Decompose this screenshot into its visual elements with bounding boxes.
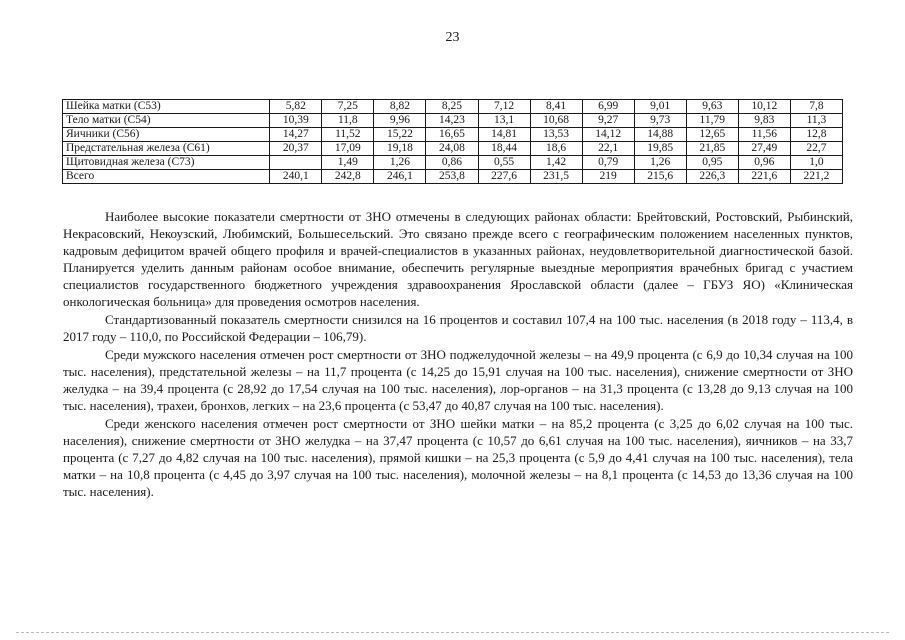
table-cell: 27,49 bbox=[738, 142, 790, 156]
table-cell: 14,27 bbox=[270, 128, 322, 142]
mortality-table bbox=[62, 99, 843, 184]
table-cell: 8,41 bbox=[530, 100, 582, 114]
table-cell: 1,42 bbox=[530, 156, 582, 170]
table-cell: 13,1 bbox=[478, 114, 530, 128]
row-label: Всего bbox=[63, 170, 270, 184]
table-row bbox=[63, 128, 843, 142]
table-cell: 1,49 bbox=[322, 156, 374, 170]
table-cell: 11,52 bbox=[322, 128, 374, 142]
table-cell: 22,1 bbox=[582, 142, 634, 156]
table-cell: 5,82 bbox=[270, 100, 322, 114]
table-cell: 10,12 bbox=[738, 100, 790, 114]
row-label: Шейка матки (С53) bbox=[63, 100, 270, 114]
table-cell: 1,26 bbox=[634, 156, 686, 170]
table-cell: 1,26 bbox=[374, 156, 426, 170]
table-cell: 14,88 bbox=[634, 128, 686, 142]
table-cell: 7,12 bbox=[478, 100, 530, 114]
table-cell: 19,18 bbox=[374, 142, 426, 156]
table-cell: 11,3 bbox=[790, 114, 842, 128]
table-cell: 14,23 bbox=[426, 114, 478, 128]
table-cell: 19,85 bbox=[634, 142, 686, 156]
table-cell: 0,55 bbox=[478, 156, 530, 170]
table-cell: 9,01 bbox=[634, 100, 686, 114]
table-cell: 8,82 bbox=[374, 100, 426, 114]
paragraph-female-population: Среди женского населения отмечен рост смертности от ЗНО шейки матки – на 85,2 процента (с 3,25 до 6,02 случая на 100 тыс. населения), снижение смертности от ЗНО желудка – на 37,47 процента (с 10,57 до 6,61 случая на 100 тыс. населения), яичников – на 33,7 процента (с 7,27 до 4,82 случая на 100 тыс. населения), прямой кишки – на 25,3 процента (с 5,9 до 4,41 случая на 100 тыс. населения), тела матки – на 10,8 процента (с 4,45 до 3,97 случая на 100 тыс. населения), молочной железы – на 8,1 процента (с 14,53 до 13,36 случая на 100 тыс. населения). bbox=[63, 416, 853, 499]
table-cell: 10,39 bbox=[270, 114, 322, 128]
table-cell: 12,8 bbox=[790, 128, 842, 142]
table-cell: 226,3 bbox=[686, 170, 738, 184]
page-number: 23 bbox=[445, 30, 460, 45]
table-cell: 242,8 bbox=[322, 170, 374, 184]
paragraph-standardized-rate: Стандартизованный показатель смертности снизился на 16 процентов и составил 107,4 на 100 тыс. населения (в 2018 году – 113,4, в 2017 году – 110,0, по Российской Федерации – 106,79). bbox=[63, 312, 853, 344]
table-cell: 8,25 bbox=[426, 100, 478, 114]
table-cell: 11,56 bbox=[738, 128, 790, 142]
table-cell: 7,8 bbox=[790, 100, 842, 114]
table-cell: 9,96 bbox=[374, 114, 426, 128]
row-label: Щитовидная железа (С73) bbox=[63, 156, 270, 170]
table-cell: 9,83 bbox=[738, 114, 790, 128]
row-label: Яичники (С56) bbox=[63, 128, 270, 142]
table-cell: 227,6 bbox=[478, 170, 530, 184]
table-cell: 221,2 bbox=[790, 170, 842, 184]
table-cell: 246,1 bbox=[374, 170, 426, 184]
table-cell: 22,7 bbox=[790, 142, 842, 156]
body-text bbox=[63, 208, 853, 501]
table-cell: 219 bbox=[582, 170, 634, 184]
paragraph-districts: Наиболее высокие показатели смертности от ЗНО отмечены в следующих районах области: Брейтовский, Ростовский, Рыбинский, Некрасовский, Некоузский, Любимский, Большесельский. Это связано прежде всего с географическим положением населенных пунктов, кадровым дефицитом врачей общего профиля и врачей-специалистов в указанных районах, неудовлетворительной диагностической базой. Планируется уделить данным районам особое внимание, обеспечить регулярные выездные мероприятия врачебных бригад с участием специалистов государственного бюджетного учреждения здравоохранения Ярославской области (далее – ГБУЗ ЯО) «Клиническая онкологическая больница» для проведения осмотров населения. bbox=[63, 209, 853, 309]
table-cell: 221,6 bbox=[738, 170, 790, 184]
table-cell: 17,09 bbox=[322, 142, 374, 156]
table-row bbox=[63, 100, 843, 114]
table-cell: 9,27 bbox=[582, 114, 634, 128]
table-cell: 9,63 bbox=[686, 100, 738, 114]
table-cell: 7,25 bbox=[322, 100, 374, 114]
table-cell: 231,5 bbox=[530, 170, 582, 184]
table-cell: 13,53 bbox=[530, 128, 582, 142]
table-cell bbox=[270, 156, 322, 170]
table-cell: 18,6 bbox=[530, 142, 582, 156]
table-cell: 20,37 bbox=[270, 142, 322, 156]
table-row bbox=[63, 114, 843, 128]
table-row bbox=[63, 156, 843, 170]
table-cell: 14,81 bbox=[478, 128, 530, 142]
table-cell: 15,22 bbox=[374, 128, 426, 142]
table-cell: 21,85 bbox=[686, 142, 738, 156]
table-cell: 11,79 bbox=[686, 114, 738, 128]
table-cell: 240,1 bbox=[270, 170, 322, 184]
table-cell: 0,86 bbox=[426, 156, 478, 170]
row-label: Предстательная железа (С61) bbox=[63, 142, 270, 156]
table-cell: 16,65 bbox=[426, 128, 478, 142]
table-cell: 1,0 bbox=[790, 156, 842, 170]
paragraph-male-population: Среди мужского населения отмечен рост смертности от ЗНО поджелудочной железы – на 49,9 процента (с 6,9 до 10,34 случая на 100 тыс. населения), предстательной железы – на 11,7 процента (с 14,25 до 15,91 случая на 100 тыс. населения), снижение смертности от ЗНО желудка – на 39,4 процента (с 28,92 до 17,54 случая на 100 тыс. населения), лор-органов – на 31,3 процента (с 13,28 до 9,13 случая на 100 тыс. населения), трахеи, бронхов, легких – на 23,6 процента (с 53,47 до 40,87 случая на 100 тыс. населения). bbox=[63, 347, 853, 413]
table-cell: 12,65 bbox=[686, 128, 738, 142]
table-cell: 0,95 bbox=[686, 156, 738, 170]
table-cell: 0,96 bbox=[738, 156, 790, 170]
table-cell: 14,12 bbox=[582, 128, 634, 142]
row-label: Тело матки (С54) bbox=[63, 114, 270, 128]
table-cell: 6,99 bbox=[582, 100, 634, 114]
table-cell: 11,8 bbox=[322, 114, 374, 128]
table-row bbox=[63, 142, 843, 156]
table-cell: 9,73 bbox=[634, 114, 686, 128]
table-cell: 253,8 bbox=[426, 170, 478, 184]
table-cell: 10,68 bbox=[530, 114, 582, 128]
table-row bbox=[63, 170, 843, 184]
table-cell: 0,79 bbox=[582, 156, 634, 170]
table-cell: 24,08 bbox=[426, 142, 478, 156]
table-cell: 215,6 bbox=[634, 170, 686, 184]
page-bottom-edge bbox=[16, 632, 889, 633]
table-cell: 18,44 bbox=[478, 142, 530, 156]
